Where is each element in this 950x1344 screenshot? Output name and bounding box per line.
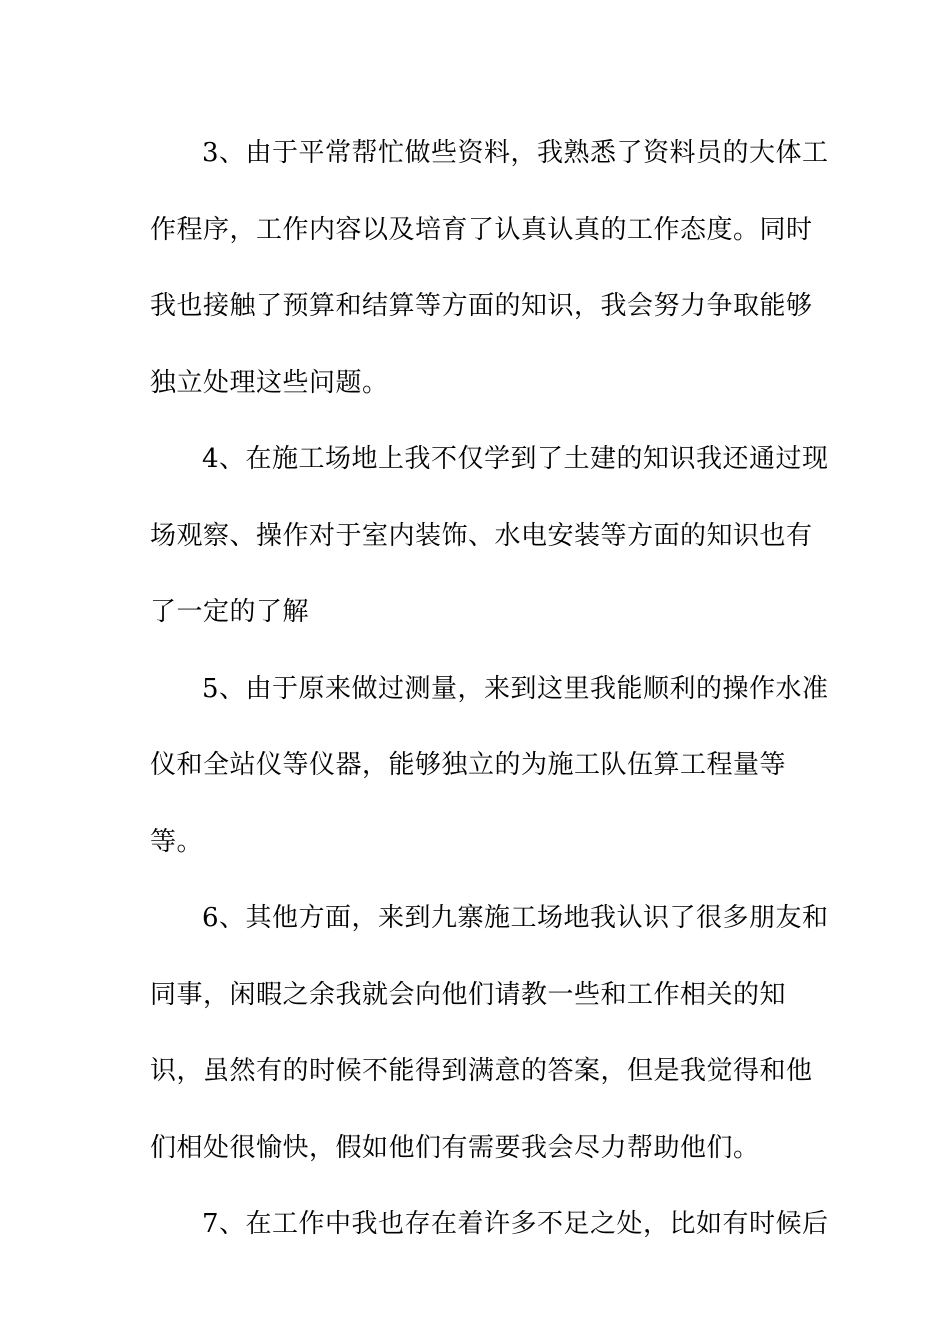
paragraph-line: 们相处很愉快，假如他们有需要我会尽力帮助他们。	[150, 1132, 760, 1163]
paragraph-line: 等。	[150, 826, 204, 857]
paragraph-line: 作程序，工作内容以及培育了认真认真的工作态度。同时	[150, 214, 813, 245]
paragraph-line: 4、在施工场地上我不仅学到了土建的知识我还通过现	[202, 444, 829, 474]
paragraph-4	[150, 427, 829, 657]
paragraph-line: 我也接触了预算和结算等方面的知识，我会努力争取能够	[150, 291, 813, 321]
paragraph-line: 6、其他方面，来到九寨施工场地我认识了很多朋友和	[202, 903, 829, 933]
paragraph-line: 5、由于原来做过测量，来到这里我能顺利的操作水准	[202, 673, 829, 704]
paragraph-line: 仪和全站仪等仪器，能够独立的为施工队伍算工程量等	[150, 750, 787, 780]
paragraph-line: 独立处理这些问题。	[150, 367, 389, 398]
paragraph-line: 场观察、操作对于室内装饰、水电安装等方面的知识也有	[150, 520, 813, 551]
paragraph-line: 7、在工作中我也存在着许多不足之处，比如有时候后	[202, 1209, 829, 1239]
paragraph-7	[150, 1192, 829, 1269]
paragraph-3	[150, 121, 829, 427]
paragraph-line: 同事，闲暇之余我就会向他们请教一些和工作相关的知	[150, 979, 787, 1010]
paragraph-line: 识，虽然有的时候不能得到满意的答案，但是我觉得和他	[150, 1056, 813, 1086]
paragraph-line: 3、由于平常帮忙做些资料，我熟悉了资料员的大体工	[202, 138, 829, 168]
paragraph-6	[150, 886, 829, 1192]
document-body	[150, 121, 829, 1269]
paragraph-5	[150, 657, 829, 887]
paragraph-line: 了一定的了解	[150, 597, 310, 627]
